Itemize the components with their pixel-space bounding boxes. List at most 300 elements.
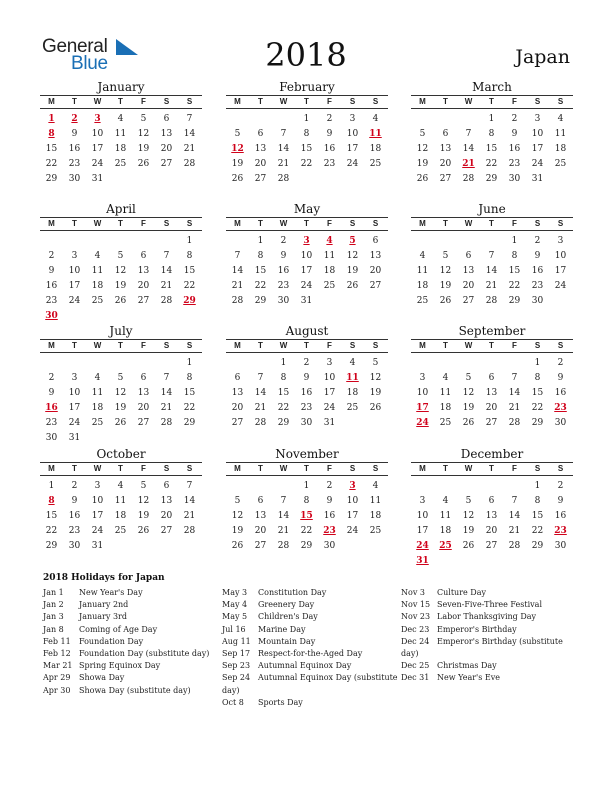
weekday-header: M (234, 219, 241, 228)
day-cell: 12 (114, 388, 127, 398)
day-cell: 13 (231, 388, 244, 398)
day-cell: 26 (137, 159, 150, 169)
day-cell: 23 (45, 418, 58, 428)
holiday-date: 3 (303, 236, 310, 246)
day-cell: 30 (554, 541, 567, 551)
day-cell: 13 (137, 266, 150, 276)
holiday-date: 30 (45, 311, 58, 321)
day-cell: 1 (280, 358, 287, 368)
day-cell: 16 (277, 266, 290, 276)
day-cell: 18 (369, 511, 382, 521)
day-cell: 23 (45, 296, 58, 306)
weekday-header: W (464, 219, 473, 228)
weekday-header: S (349, 97, 356, 106)
day-cell: 21 (160, 403, 173, 413)
month-september (411, 324, 573, 431)
holiday-date: 15 (300, 511, 313, 521)
weekday-header: F (327, 341, 332, 350)
month-name: January (97, 80, 145, 94)
country-name: Japan (515, 46, 570, 68)
day-cell: 9 (48, 388, 55, 398)
day-grid (226, 479, 388, 554)
day-cell: 20 (462, 281, 475, 291)
day-cell: 16 (554, 388, 567, 398)
day-cell: 25 (439, 418, 452, 428)
day-cell: 3 (326, 358, 333, 368)
empty-day-cell (272, 112, 295, 127)
day-cell: 28 (160, 418, 173, 428)
day-cell: 19 (439, 281, 452, 291)
holiday-entry-name: Christmas Day (437, 661, 497, 671)
day-cell: 8 (488, 129, 495, 139)
weekday-header-row (40, 339, 202, 353)
day-grid (40, 234, 202, 324)
day-cell: 2 (326, 481, 333, 491)
empty-day-cell (40, 234, 63, 249)
day-cell: 30 (531, 296, 544, 306)
empty-day-cell (457, 234, 480, 249)
empty-day-cell (434, 479, 457, 494)
day-cell: 9 (71, 129, 78, 139)
holiday-date: 1 (48, 114, 55, 124)
day-cell: 5 (117, 251, 124, 261)
weekday-header: F (512, 219, 517, 228)
day-cell: 17 (346, 511, 359, 521)
weekday-header: M (234, 97, 241, 106)
day-cell: 14 (160, 388, 173, 398)
day-cell: 8 (186, 373, 193, 383)
holiday-entry (401, 599, 581, 611)
day-cell: 7 (280, 496, 287, 506)
day-cell: 6 (140, 251, 147, 261)
empty-day-cell (226, 479, 249, 494)
empty-day-cell (457, 356, 480, 371)
day-cell: 13 (485, 511, 498, 521)
empty-day-cell (249, 479, 272, 494)
day-cell: 4 (94, 373, 101, 383)
holiday-entry-date: Dec 25 (401, 661, 430, 671)
day-cell: 9 (303, 373, 310, 383)
day-cell: 17 (323, 388, 336, 398)
holiday-entry-date: May 5 (222, 612, 248, 622)
day-cell: 25 (369, 159, 382, 169)
day-cell: 20 (231, 403, 244, 413)
holiday-entry-date: Jan 8 (43, 624, 64, 634)
holiday-entry (222, 599, 402, 611)
weekday-header: T (304, 219, 309, 228)
empty-day-cell (155, 234, 178, 249)
day-cell: 23 (323, 159, 336, 169)
day-cell: 4 (442, 496, 449, 506)
weekday-header: S (349, 219, 356, 228)
holiday-entry-date: Sep 17 (222, 649, 251, 659)
day-cell: 19 (231, 159, 244, 169)
empty-day-cell (411, 356, 434, 371)
weekday-header: M (48, 97, 55, 106)
holiday-entry-name: Foundation Day (substitute day) (79, 649, 210, 659)
day-cell: 20 (369, 266, 382, 276)
day-cell: 16 (68, 511, 81, 521)
day-cell: 15 (183, 388, 196, 398)
holiday-entry-name: Marine Day (258, 624, 306, 634)
day-cell: 29 (254, 296, 267, 306)
holiday-entry (43, 599, 223, 611)
day-cell: 9 (534, 251, 541, 261)
weekday-header: M (419, 97, 426, 106)
weekday-header: S (557, 97, 564, 106)
day-cell: 15 (277, 388, 290, 398)
day-cell: 23 (68, 159, 81, 169)
day-cell: 1 (257, 236, 264, 246)
weekday-header: T (118, 464, 123, 473)
day-cell: 1 (534, 481, 541, 491)
holiday-entry-date: Jan 2 (43, 600, 64, 610)
weekday-header: T (489, 97, 494, 106)
day-cell: 25 (91, 418, 104, 428)
day-cell: 31 (68, 433, 81, 443)
day-cell: 9 (48, 266, 55, 276)
day-cell: 17 (68, 403, 81, 413)
day-cell: 7 (488, 251, 495, 261)
weekday-header: S (557, 464, 564, 473)
empty-day-cell (434, 112, 457, 127)
day-cell: 12 (462, 511, 475, 521)
day-cell: 18 (439, 526, 452, 536)
holiday-date: 3 (94, 114, 101, 124)
day-cell: 15 (300, 144, 313, 154)
weekday-header: T (118, 219, 123, 228)
day-cell: 20 (485, 526, 498, 536)
day-cell: 18 (91, 403, 104, 413)
month-april (40, 202, 202, 324)
weekday-header: T (72, 464, 77, 473)
day-cell: 18 (114, 144, 127, 154)
day-cell: 17 (554, 266, 567, 276)
holiday-date: 23 (554, 526, 567, 536)
day-cell: 14 (254, 388, 267, 398)
weekday-header: W (93, 97, 102, 106)
day-cell: 19 (462, 403, 475, 413)
holiday-entry (43, 660, 223, 672)
month-name: March (472, 80, 512, 94)
day-cell: 28 (462, 174, 475, 184)
day-cell: 15 (254, 266, 267, 276)
day-cell: 10 (68, 388, 81, 398)
day-cell: 2 (71, 481, 78, 491)
day-cell: 22 (531, 403, 544, 413)
weekday-header: W (464, 464, 473, 473)
day-cell: 12 (346, 251, 359, 261)
day-cell: 13 (369, 251, 382, 261)
day-cell: 17 (416, 526, 429, 536)
day-cell: 6 (163, 114, 170, 124)
holiday-column (222, 587, 402, 709)
holiday-entry (43, 624, 223, 636)
day-cell: 26 (114, 418, 127, 428)
day-cell: 1 (303, 481, 310, 491)
holiday-entry-date: Sep 24 (222, 673, 251, 683)
day-cell: 7 (234, 251, 241, 261)
day-cell: 9 (71, 496, 78, 506)
holiday-entry (43, 648, 223, 660)
day-cell: 19 (137, 144, 150, 154)
day-cell: 19 (231, 526, 244, 536)
empty-day-cell (63, 356, 86, 371)
day-cell: 8 (511, 251, 518, 261)
empty-day-cell (480, 356, 503, 371)
day-cell: 7 (186, 481, 193, 491)
day-cell: 5 (234, 129, 241, 139)
weekday-header: W (279, 219, 288, 228)
day-cell: 8 (303, 496, 310, 506)
empty-day-cell (434, 234, 457, 249)
day-cell: 20 (485, 403, 498, 413)
holiday-entry (222, 587, 402, 599)
day-cell: 6 (465, 251, 472, 261)
day-cell: 19 (369, 388, 382, 398)
weekday-header: F (512, 341, 517, 350)
empty-day-cell (86, 234, 109, 249)
day-cell: 22 (300, 526, 313, 536)
empty-day-cell (503, 479, 526, 494)
day-cell: 27 (160, 526, 173, 536)
holiday-entry (222, 636, 402, 648)
day-cell: 6 (163, 481, 170, 491)
day-cell: 5 (140, 481, 147, 491)
day-cell: 28 (277, 541, 290, 551)
day-cell: 30 (68, 174, 81, 184)
day-cell: 10 (346, 496, 359, 506)
weekday-header: M (48, 464, 55, 473)
day-cell: 25 (369, 526, 382, 536)
day-cell: 22 (531, 526, 544, 536)
day-cell: 26 (231, 541, 244, 551)
day-cell: 28 (254, 418, 267, 428)
holiday-entry-name: Culture Day (437, 588, 487, 597)
day-cell: 31 (91, 174, 104, 184)
weekday-header: W (464, 341, 473, 350)
day-cell: 2 (48, 251, 55, 261)
weekday-header: M (48, 219, 55, 228)
day-cell: 22 (45, 526, 58, 536)
day-cell: 20 (254, 526, 267, 536)
holidays-title: 2018 Holidays for Japan (43, 573, 165, 583)
logo-word-blue: Blue (71, 53, 108, 74)
holiday-entry-date: Oct 8 (222, 697, 244, 707)
holiday-entry (222, 697, 402, 709)
holiday-entry (43, 587, 223, 599)
holiday-date: 24 (416, 418, 429, 428)
day-cell: 19 (416, 159, 429, 169)
holiday-entry-date: Mar 21 (43, 661, 73, 671)
day-cell: 1 (303, 114, 310, 124)
holiday-entry-name: Seven-Five-Three Festival (437, 600, 543, 610)
day-cell: 28 (231, 296, 244, 306)
holiday-date: 29 (183, 296, 196, 306)
day-cell: 21 (508, 526, 521, 536)
holiday-entry (43, 611, 223, 623)
weekday-header: S (372, 341, 379, 350)
page-title-year: 2018 (265, 36, 347, 74)
day-cell: 4 (94, 251, 101, 261)
weekday-header: T (72, 97, 77, 106)
day-cell: 11 (369, 496, 382, 506)
weekday-header-row (226, 339, 388, 353)
weekday-header: T (118, 341, 123, 350)
weekday-header: W (279, 97, 288, 106)
day-cell: 29 (45, 174, 58, 184)
day-cell: 10 (416, 388, 429, 398)
weekday-header: T (489, 464, 494, 473)
holiday-entry-name: New Year's Eve (437, 673, 500, 683)
day-cell: 16 (323, 511, 336, 521)
day-cell: 2 (511, 114, 518, 124)
holiday-entry (401, 660, 581, 672)
weekday-header: W (93, 464, 102, 473)
day-cell: 10 (323, 373, 336, 383)
holiday-entry (401, 672, 581, 684)
day-cell: 22 (485, 159, 498, 169)
day-cell: 23 (508, 159, 521, 169)
holiday-date: 2 (71, 114, 78, 124)
day-cell: 12 (231, 511, 244, 521)
empty-day-cell (457, 112, 480, 127)
day-cell: 19 (114, 281, 127, 291)
day-cell: 17 (91, 144, 104, 154)
day-cell: 25 (91, 296, 104, 306)
day-cell: 11 (439, 388, 452, 398)
day-cell: 26 (346, 281, 359, 291)
day-cell: 9 (557, 373, 564, 383)
day-cell: 29 (508, 296, 521, 306)
day-cell: 6 (140, 373, 147, 383)
day-cell: 10 (68, 266, 81, 276)
day-cell: 6 (257, 496, 264, 506)
day-cell: 12 (439, 266, 452, 276)
weekday-header-row (411, 217, 573, 231)
holiday-entry-name: Mountain Day (258, 636, 316, 646)
day-cell: 17 (531, 144, 544, 154)
holiday-entry (222, 672, 402, 696)
day-cell: 18 (346, 388, 359, 398)
day-cell: 21 (183, 511, 196, 521)
weekday-header: F (141, 341, 146, 350)
day-cell: 6 (372, 236, 379, 246)
day-cell: 15 (531, 388, 544, 398)
empty-day-cell (226, 112, 249, 127)
month-december (411, 447, 573, 569)
day-cell: 21 (277, 526, 290, 536)
day-cell: 4 (419, 251, 426, 261)
holiday-date: 24 (416, 541, 429, 551)
day-grid (411, 234, 573, 309)
day-cell: 7 (511, 373, 518, 383)
day-cell: 23 (531, 281, 544, 291)
holiday-entry (401, 624, 581, 636)
holiday-entry-name: Emperor's Birthday (substitute day) (401, 636, 563, 659)
day-cell: 4 (117, 481, 124, 491)
day-cell: 6 (488, 496, 495, 506)
day-cell: 16 (531, 266, 544, 276)
day-cell: 6 (488, 373, 495, 383)
day-cell: 9 (326, 496, 333, 506)
day-cell: 31 (300, 296, 313, 306)
day-cell: 22 (277, 403, 290, 413)
holiday-date: 4 (326, 236, 333, 246)
day-cell: 12 (114, 266, 127, 276)
month-january (40, 80, 202, 187)
holiday-entry-date: Nov 15 (401, 600, 431, 610)
weekday-header: W (93, 341, 102, 350)
day-cell: 7 (257, 373, 264, 383)
day-cell: 1 (488, 114, 495, 124)
day-cell: 23 (277, 281, 290, 291)
day-cell: 24 (91, 159, 104, 169)
day-cell: 11 (554, 129, 567, 139)
holiday-entry-name: Respect-for-the-Aged Day (258, 649, 363, 659)
empty-day-cell (411, 234, 434, 249)
weekday-header: T (304, 464, 309, 473)
month-october (40, 447, 202, 554)
day-cell: 19 (137, 511, 150, 521)
day-cell: 3 (419, 496, 426, 506)
day-cell: 1 (186, 236, 193, 246)
day-cell: 24 (346, 526, 359, 536)
day-cell: 11 (91, 388, 104, 398)
day-grid (411, 479, 573, 569)
weekday-header: T (258, 219, 263, 228)
day-cell: 21 (231, 281, 244, 291)
day-cell: 18 (554, 144, 567, 154)
day-cell: 13 (462, 266, 475, 276)
day-cell: 2 (48, 373, 55, 383)
day-cell: 25 (346, 403, 359, 413)
day-cell: 2 (303, 358, 310, 368)
holiday-entry-name: Autumnal Equinox Day (substitute day) (222, 673, 398, 695)
day-cell: 27 (160, 159, 173, 169)
day-cell: 9 (326, 129, 333, 139)
weekday-header: M (419, 341, 426, 350)
day-cell: 8 (534, 373, 541, 383)
day-cell: 11 (416, 266, 429, 276)
day-grid (411, 356, 573, 431)
day-cell: 7 (280, 129, 287, 139)
weekday-header: S (163, 219, 170, 228)
holiday-entry-name: Spring Equinox Day (79, 661, 161, 671)
day-cell: 30 (300, 418, 313, 428)
day-grid (411, 112, 573, 187)
weekday-header: F (141, 464, 146, 473)
day-cell: 3 (419, 373, 426, 383)
day-cell: 11 (439, 511, 452, 521)
day-cell: 2 (557, 481, 564, 491)
day-cell: 4 (117, 114, 124, 124)
holiday-date: 17 (416, 403, 429, 413)
day-cell: 22 (508, 281, 521, 291)
day-cell: 12 (462, 388, 475, 398)
day-cell: 5 (465, 496, 472, 506)
day-grid (40, 112, 202, 187)
holiday-entry-name: New Year's Day (79, 588, 143, 597)
weekday-header-row (40, 217, 202, 231)
weekday-header: S (163, 341, 170, 350)
day-cell: 15 (45, 511, 58, 521)
day-cell: 13 (254, 144, 267, 154)
weekday-header: S (186, 341, 193, 350)
day-cell: 27 (254, 541, 267, 551)
day-cell: 9 (511, 129, 518, 139)
day-cell: 27 (137, 418, 150, 428)
